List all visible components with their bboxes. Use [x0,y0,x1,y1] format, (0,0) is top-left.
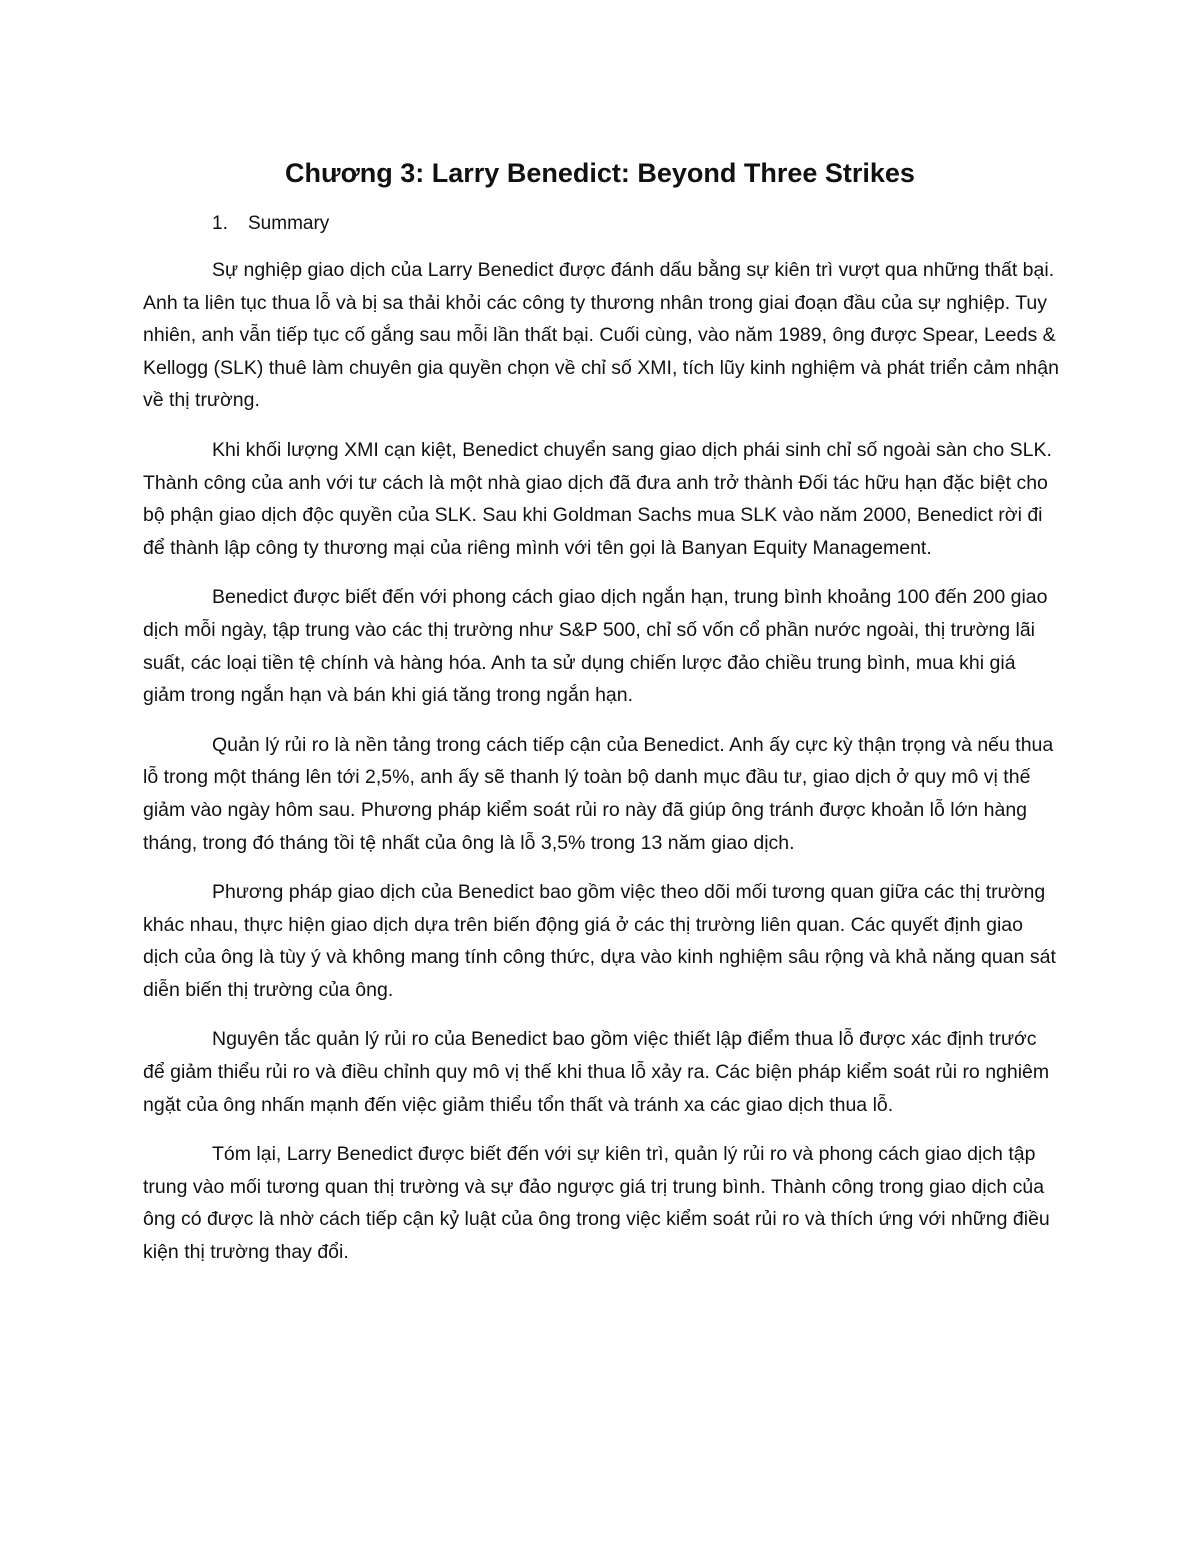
paragraph: Phương pháp giao dịch của Benedict bao gồm việc theo dõi mối tương quan giữa các thị trường khác nhau, thực hiện giao dịch dựa trên biến động giá ở các thị trường liên quan. Các quyết định giao dịch của ông là tùy ý và không mang tính công thức, dựa vào kinh nghiệm sâu rộng và khả năng quan sát diễn biến thị trường của ông. [143,881,1056,1001]
section-heading [212,210,329,238]
paragraph: Benedict được biết đến với phong cách giao dịch ngắn hạn, trung bình khoảng 100 đến 200 giao dịch mỗi ngày, tập trung vào các thị trường như S&P 500, chỉ số vốn cổ phần nước ngoài, thị trường lãi suất, các loại tiền tệ chính và hàng hóa. Anh ta sử dụng chiến lược đảo chiều trung bình, mua khi giá giảm trong ngắn hạn và bán khi giá tăng trong ngắn hạn. [143,586,1048,707]
paragraph: Quản lý rủi ro là nền tảng trong cách tiếp cận của Benedict. Anh ấy cực kỳ thận trọng và nếu thua lỗ trong một tháng lên tới 2,5%, anh ấy sẽ thanh lý toàn bộ danh mục đầu tư, giao dịch ở quy mô vị thế giảm vào ngày hôm sau. Phương pháp kiểm soát rủi ro này đã giúp ông tránh được khoản lỗ lớn hàng tháng, trong đó tháng tồi tệ nhất của ông là lỗ 3,5% trong 13 năm giao dịch. [143,733,1054,854]
body-text [143,254,1061,1286]
paragraph: Khi khối lượng XMI cạn kiệt, Benedict chuyển sang giao dịch phái sinh chỉ số ngoài sàn cho SLK. Thành công của anh với tư cách là một nhà giao dịch đã đưa anh trở thành Đối tác hữu hạn đặc biệt cho bộ phận giao dịch độc quyền của SLK. Sau khi Goldman Sachs mua SLK vào năm 2000, Benedict rời đi để thành lập công ty thương mại của riêng mình với tên gọi là Banyan Equity Management. [143,438,1052,559]
paragraph: Nguyên tắc quản lý rủi ro của Benedict bao gồm việc thiết lập điểm thua lỗ được xác định trước để giảm thiểu rủi ro và điều chỉnh quy mô vị thế khi thua lỗ xảy ra. Các biện pháp kiểm soát rủi ro nghiêm ngặt của ông nhấn mạnh đến việc giảm thiểu tổn thất và tránh xa các giao dịch thua lỗ. [143,1028,1050,1116]
section-label: Summary [248,213,330,234]
paragraph: Tóm lại, Larry Benedict được biết đến với sự kiên trì, quản lý rủi ro và phong cách giao dịch tập trung vào mối tương quan thị trường và sự đảo ngược giá trị trung bình. Thành công trong giao dịch của ông có được là nhờ cách tiếp cận kỷ luật của ông trong việc kiểm soát rủi ro và thích ứng với những điều kiện thị trường thay đổi. [143,1143,1050,1264]
section-number: 1. [212,213,228,234]
chapter-title: Chương 3: Larry Benedict: Beyond Three Strikes [285,158,915,188]
paragraph: Sự nghiệp giao dịch của Larry Benedict được đánh dấu bằng sự kiên trì vượt qua những thất bại. Anh ta liên tục thua lỗ và bị sa thải khỏi các công ty thương nhân trong giai đoạn đầu của sự nghiệp. Tuy nhiên, anh vẫn tiếp tục cố gắng sau mỗi lần thất bại. Cuối cùng, vào năm 1989, ông được Spear, Leeds & Kellogg (SLK) thuê làm chuyên gia quyền chọn về chỉ số XMI, tích lũy kinh nghiệm và phát triển cảm nhận về thị trường. [143,259,1059,412]
